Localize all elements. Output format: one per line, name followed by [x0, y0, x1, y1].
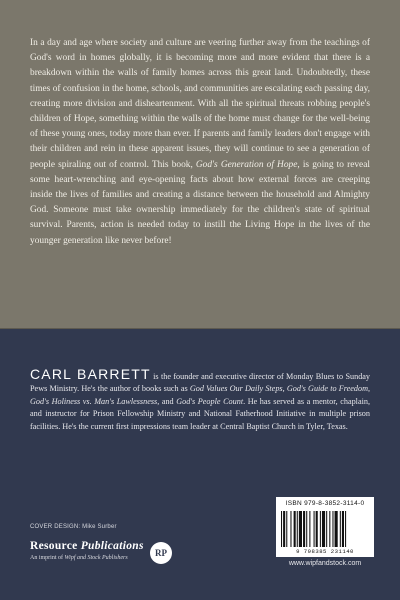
book-description — [30, 36, 370, 249]
publisher-name-b: Publications — [80, 540, 144, 552]
bio-text-1: is the founder and executive director of Monday Blues to Sunday Pews Ministry. He's the author of books such as — [30, 372, 371, 394]
description-part-1: In a day and age where society and culture are veering further away from the teachings of God's word in homes globally, it is becoming more and more evident that there is a breakdown within the walls of family homes across this great land. Undoubtedly, these times of confusion in the home, schools, and communities are escalating each passing day, creating more division and disheartenment. With all the spiritual threats robbing people's children of Hope, something within the walls of the home must change for the well-being of these young ones, today more than ever. If parents and family leaders don't engage with their children and rein in these apparent issues, they will continue to see a generation of people spiraling out of control. This book, — [30, 38, 370, 170]
bio-text-4: , and — [157, 396, 177, 406]
publisher-website: www.wipfandstock.com — [288, 560, 362, 567]
isbn-number: ISBN 979-8-3852-3114-0 — [285, 500, 365, 507]
book-reference-1: God Values Our Daily Steps — [189, 384, 283, 394]
cover-design-credit: COVER DESIGN: Mike Surber — [30, 524, 117, 530]
isbn-barcode — [276, 497, 374, 557]
book-title: God's Generation of Hope — [195, 159, 298, 170]
bio-text-5: . He has served as a mentor, chaplain, and instructor for Prison Fellowship Ministry and National Fatherhood Initiative in multiple prison facilities. He's the current first impressions team leader at Central Baptist Church in Tyler, Texas. — [30, 396, 371, 431]
barcode-bars-icon — [281, 511, 369, 547]
author-name: CARL BARRETT — [30, 366, 151, 382]
publisher-name-a: Resource — [30, 540, 81, 552]
imprint-a: An imprint of — [30, 555, 65, 561]
publisher-logo-icon: RP — [150, 542, 172, 564]
description-part-2: , is going to reveal some heart-wrenching and eye-opening facts about how external forces are creeping inside the lives of families and creating a distance between the household and Almighty God. Someone must take ownership immediately for the children's state of spiritual survival. Parents, action is needed today to instill the Living Hope in the lives of the younger generation like never before! — [30, 159, 370, 246]
barcode-digits: 9 798385 231140 — [296, 548, 354, 555]
author-bio — [30, 368, 370, 433]
imprint-b: Wipf and Stock Publishers — [64, 555, 128, 561]
bio-text-2: , — [282, 384, 287, 394]
book-reference-2: God's Guide to Freedom — [286, 384, 368, 394]
book-reference-3: God's Holiness vs. Man's Lawlessness — [30, 396, 158, 406]
book-reference-4: God's People Count — [176, 396, 244, 406]
bio-text-3: , — [367, 384, 371, 394]
